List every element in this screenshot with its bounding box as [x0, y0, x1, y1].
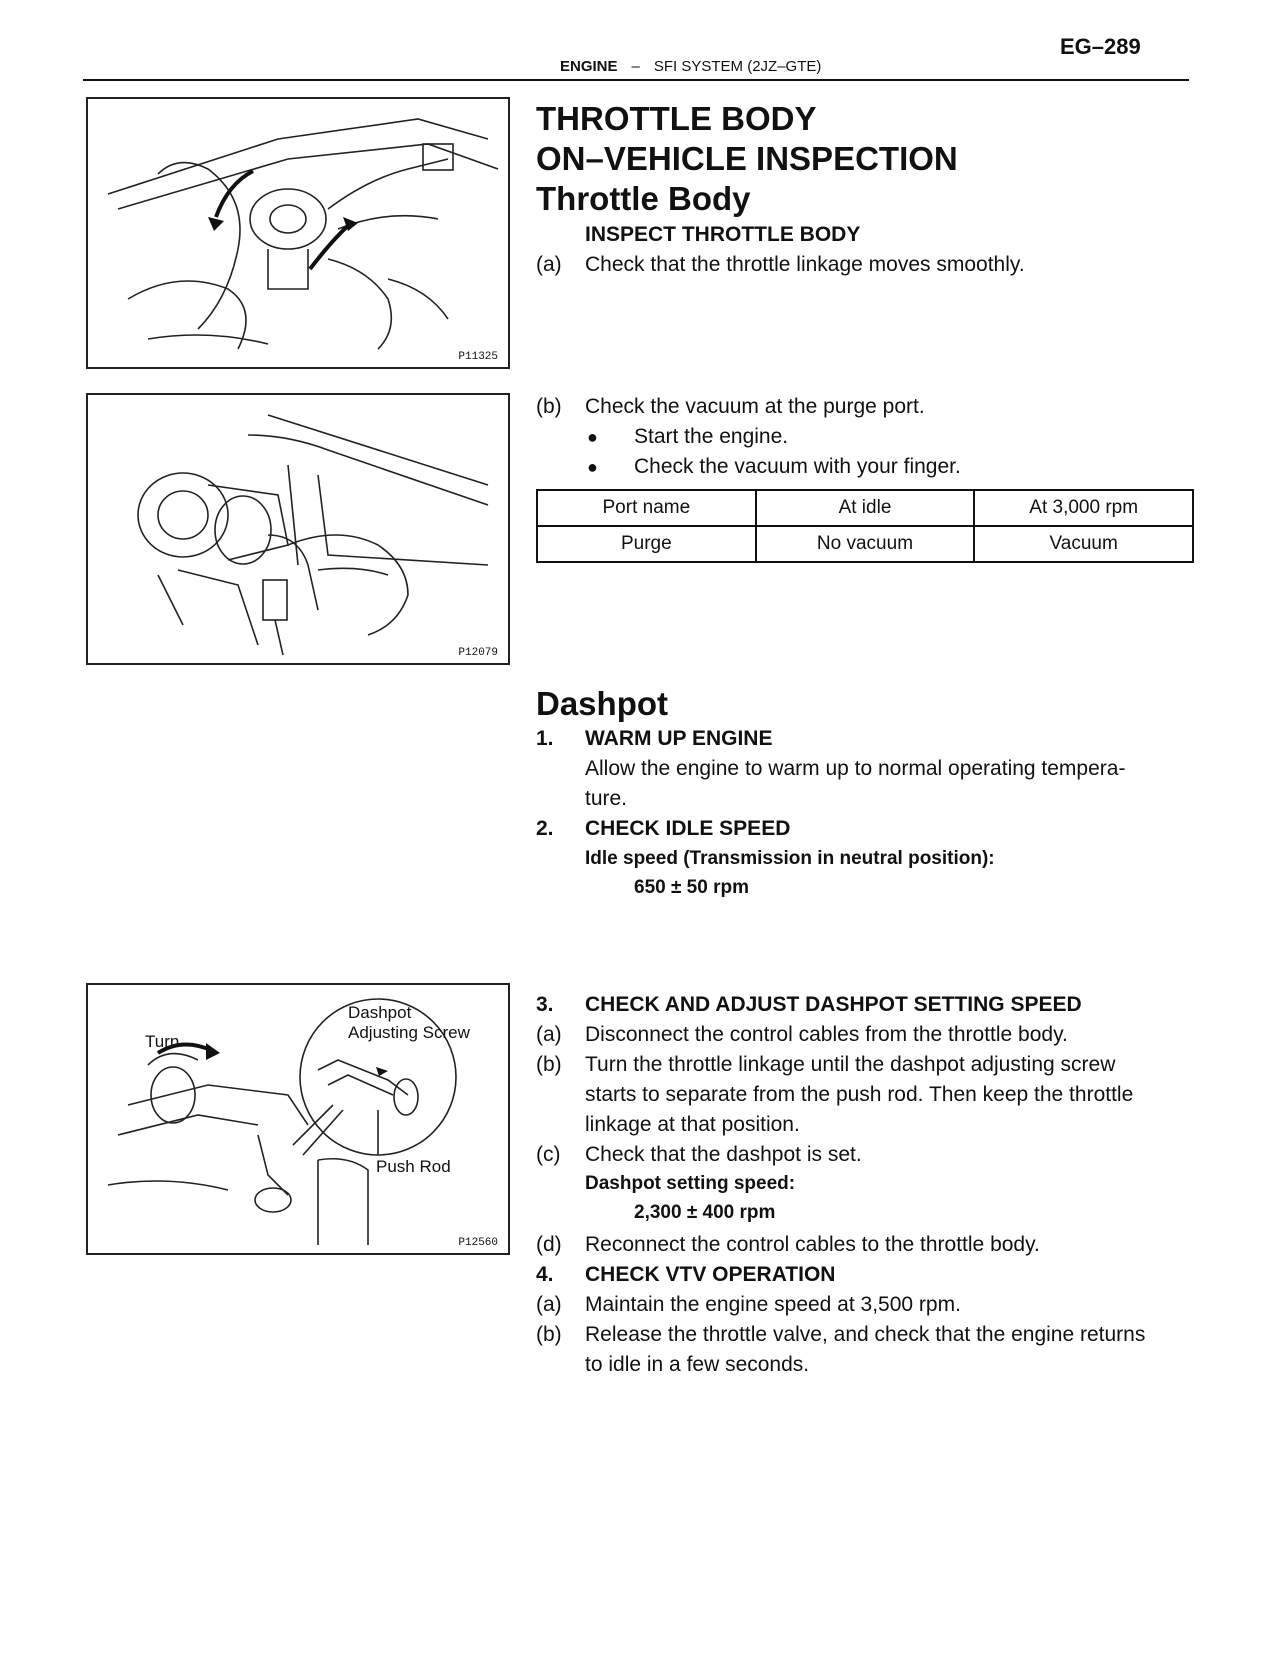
step-text: starts to separate from the push rod. Then keep the throttle — [585, 1083, 1134, 1106]
step-3d — [536, 1230, 1196, 1260]
subsection-title: Dashpot — [536, 685, 668, 722]
step-heading: CHECK VTV OPERATION — [585, 1263, 836, 1286]
table-header-cell: At 3,000 rpm — [974, 490, 1193, 526]
step-number: 1. — [536, 727, 554, 750]
label-turn: Turn — [145, 1032, 180, 1051]
step-a — [536, 250, 1196, 280]
step-4b — [536, 1320, 1196, 1350]
table-header-row — [537, 490, 1193, 526]
step-3a — [536, 1020, 1196, 1050]
label-adjusting-screw: Adjusting Screw — [348, 1023, 470, 1042]
table-cell: Purge — [537, 526, 756, 562]
table-cell: No vacuum — [756, 526, 975, 562]
figure-throttle-linkage — [86, 97, 510, 369]
spec-value: 650 ± 50 rpm — [634, 877, 749, 898]
bullet-item — [536, 452, 1196, 482]
section-name: ENGINE — [560, 58, 618, 75]
step-3 — [536, 990, 1196, 1020]
step-label: (b) — [536, 395, 562, 418]
bullet-icon: ● — [587, 427, 598, 447]
table-cell: Vacuum — [974, 526, 1193, 562]
step-label: (b) — [536, 1053, 562, 1076]
label-dashpot: Dashpot — [348, 1003, 412, 1022]
step-text: Maintain the engine speed at 3,500 rpm. — [585, 1293, 961, 1316]
bullet-icon: ● — [587, 457, 598, 477]
step-1 — [536, 724, 1196, 754]
label-push-rod: Push Rod — [376, 1157, 451, 1176]
figure-dashpot — [86, 983, 510, 1255]
step-text: to idle in a few seconds. — [585, 1353, 810, 1376]
step-3c — [536, 1140, 1196, 1170]
subsection-title: Throttle Body — [536, 180, 751, 217]
step-heading: WARM UP ENGINE — [585, 727, 773, 750]
bullet-text: Check the vacuum with your finger. — [634, 455, 961, 478]
spec-label: Dashpot setting speed: — [585, 1173, 796, 1194]
throttle-linkage-illustration — [88, 99, 508, 367]
section-title-line1: THROTTLE BODY — [536, 100, 817, 137]
step-heading: CHECK AND ADJUST DASHPOT SETTING SPEED — [585, 993, 1082, 1016]
step-2 — [536, 814, 1196, 844]
step-4a — [536, 1290, 1196, 1320]
step-text: Reconnect the control cables to the throttle body. — [585, 1233, 1040, 1256]
vacuum-table — [536, 489, 1194, 563]
running-header — [560, 58, 821, 75]
figure-code: P12560 — [458, 1237, 498, 1249]
step-text: Release the throttle valve, and check that the engine returns — [585, 1323, 1146, 1346]
step-text: ture. — [585, 787, 628, 810]
table-header-cell: At idle — [756, 490, 975, 526]
bullet-item — [536, 422, 1196, 452]
step-label: (d) — [536, 1233, 562, 1256]
step-heading: CHECK IDLE SPEED — [585, 817, 791, 840]
step-label: (a) — [536, 253, 562, 276]
header-rule — [83, 79, 1189, 81]
step-label: (c) — [536, 1143, 561, 1166]
table-header-cell: Port name — [537, 490, 756, 526]
step-text: Turn the throttle linkage until the dashpot adjusting screw — [585, 1053, 1116, 1076]
spec-label: Idle speed (Transmission in neutral position): — [585, 848, 995, 869]
step-text: Disconnect the control cables from the throttle body. — [585, 1023, 1068, 1046]
bullet-text: Start the engine. — [634, 425, 789, 448]
step-text: linkage at that position. — [585, 1113, 800, 1136]
section-title-line2: ON–VEHICLE INSPECTION — [536, 140, 958, 177]
step-text: Check that the throttle linkage moves smoothly. — [585, 253, 1025, 276]
step-heading: INSPECT THROTTLE BODY — [585, 223, 861, 246]
step-number: 3. — [536, 993, 554, 1016]
step-4 — [536, 1260, 1196, 1290]
step-number: 4. — [536, 1263, 554, 1286]
page-number: EG–289 — [1060, 34, 1141, 59]
step-label: (b) — [536, 1323, 562, 1346]
system-name: SFI SYSTEM (2JZ–GTE) — [653, 58, 822, 75]
figure-code: P11325 — [458, 351, 498, 363]
purge-port-illustration — [88, 395, 508, 663]
step-label: (a) — [536, 1023, 562, 1046]
step-text: Allow the engine to warm up to normal operating tempera- — [585, 757, 1126, 780]
step-number: 2. — [536, 817, 554, 840]
figure-purge-port — [86, 393, 510, 665]
step-3b — [536, 1050, 1196, 1080]
table-row — [537, 526, 1193, 562]
step-text: Check the vacuum at the purge port. — [585, 395, 925, 418]
step-b — [536, 392, 1196, 422]
figure-code: P12079 — [458, 647, 498, 659]
step-text: Check that the dashpot is set. — [585, 1143, 862, 1166]
step-label: (a) — [536, 1293, 562, 1316]
spec-value: 2,300 ± 400 rpm — [634, 1202, 776, 1223]
header-separator: – — [631, 58, 640, 75]
